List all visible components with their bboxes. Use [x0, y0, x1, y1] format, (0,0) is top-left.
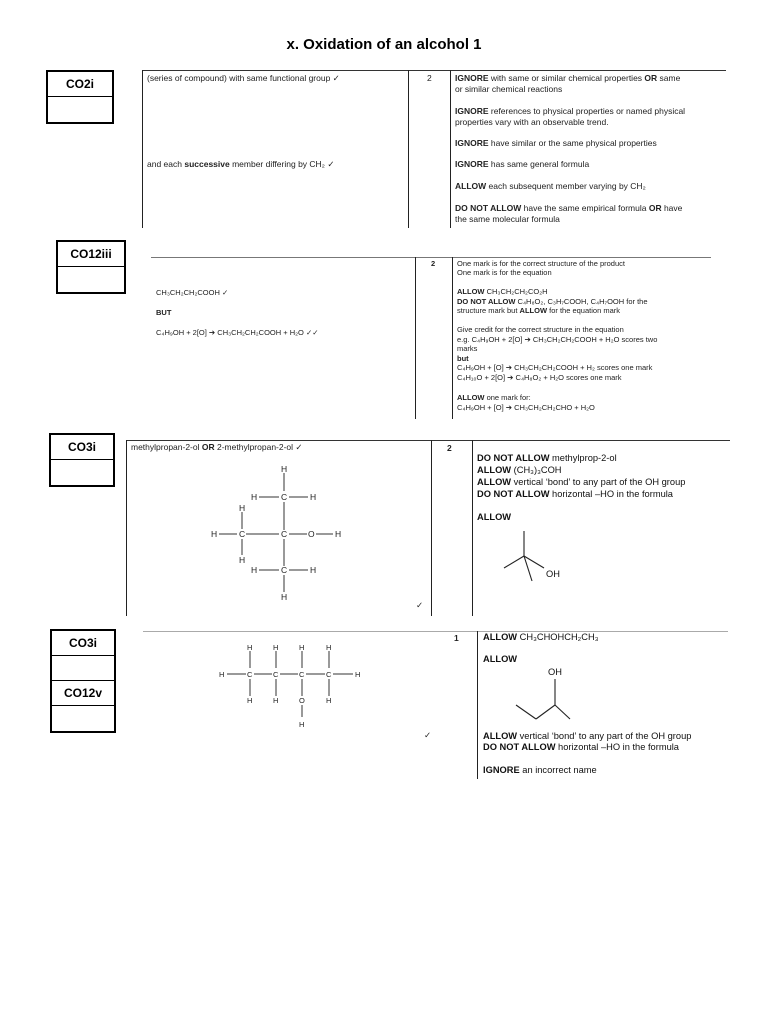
guidance-line — [477, 465, 562, 476]
text-run: methylpropan-2-ol — [131, 442, 202, 452]
atom-h: H — [326, 643, 332, 652]
text-run: an incorrect name — [519, 765, 597, 775]
atom-c: C — [281, 529, 288, 539]
answer-line — [147, 159, 334, 170]
code-box-co12iii — [56, 240, 126, 294]
atom-h: H — [281, 464, 288, 474]
text-run: 2-methylpropan-2-ol ✓ — [214, 442, 303, 452]
page-title: x. Oxidation of an alcohol 1 — [286, 36, 482, 53]
guidance-line — [483, 632, 599, 643]
methylpropan-2-ol-structure — [126, 440, 426, 610]
answer-line: CH₃CH₂CH₂COOH ✓ — [156, 288, 229, 297]
atom-h: H — [273, 643, 279, 652]
atom-c: C — [299, 670, 305, 679]
code-blank-cell — [51, 460, 113, 485]
text-run: member differing by CH₂ ✓ — [229, 159, 335, 169]
atom-h: H — [310, 565, 317, 575]
guidance-line — [477, 453, 617, 464]
keyword: OR — [644, 73, 658, 83]
guidance-line: or similar chemical reactions — [455, 83, 563, 94]
guidance-line — [455, 159, 589, 170]
text-run: each subsequent member varying by CH₂ — [486, 181, 646, 191]
atom-h: H — [251, 492, 258, 502]
text-run: with same or similar chemical properties — [488, 73, 645, 83]
text-run: have the same empirical formula — [521, 203, 649, 213]
keyword: IGNORE — [483, 765, 520, 775]
guidance-line — [457, 306, 620, 315]
guidance-line — [455, 138, 657, 149]
guidance-line — [483, 731, 691, 742]
top-rule — [142, 70, 726, 71]
atom-h: H — [211, 529, 218, 539]
answer-equation: C₄H₉OH + 2[O] ➔ CH₃CH₂CH₂COOH + H₂O ✓✓ — [156, 328, 319, 337]
atom-h: H — [335, 529, 342, 539]
keyword: ALLOW — [483, 632, 518, 642]
guidance-line — [455, 73, 680, 84]
atom-c: C — [326, 670, 332, 679]
atom-h: H — [273, 696, 279, 705]
keyword: ALLOW — [477, 477, 512, 487]
skeletal-structure — [496, 526, 586, 596]
section-co2i — [142, 70, 726, 228]
code-box-co3i — [49, 433, 115, 487]
atom-h: H — [310, 492, 317, 502]
keyword: IGNORE — [455, 159, 489, 169]
guidance-line — [457, 287, 548, 296]
atom-c: C — [281, 492, 288, 502]
text-run: and each — [147, 159, 185, 169]
keyword: DO NOT ALLOW — [477, 453, 550, 463]
keyword: ALLOW — [519, 306, 548, 315]
keyword: IGNORE — [455, 73, 489, 83]
skeletal-structure — [511, 665, 591, 725]
code-box-co3i-co12v — [50, 629, 116, 733]
atom-h: H — [299, 643, 305, 652]
atom-o: O — [299, 696, 305, 705]
atom-o: O — [308, 529, 315, 539]
code-label: CO12v — [52, 681, 114, 706]
text-run: one mark for: — [484, 393, 531, 402]
atom-h: H — [247, 696, 253, 705]
butan-2-ol-structure — [143, 631, 443, 741]
guidance-line — [457, 393, 531, 402]
guidance-line: One mark is for the equation — [457, 268, 552, 278]
guidance-line — [483, 742, 679, 753]
guidance-line — [455, 203, 682, 214]
atom-h: H — [326, 696, 332, 705]
keyword: OR — [201, 442, 215, 452]
text-run: structure mark but — [457, 306, 520, 315]
text-run-bold: successive — [184, 159, 230, 169]
rule — [472, 440, 473, 616]
keyword: IGNORE — [455, 138, 489, 148]
code-label: CO3i — [52, 631, 114, 656]
guidance-line: ALLOW — [483, 654, 518, 664]
guidance-line: e.g. C₄H₉OH + 2[O] ➔ CH₃CH₂CH₂COOH + H₂O scores two — [457, 334, 658, 344]
keyword: ALLOW — [477, 465, 512, 475]
tick-mark: ✓ — [424, 730, 432, 740]
guidance-line: properties vary with an observable trend. — [455, 116, 609, 127]
text-run: has same general formula — [488, 159, 590, 169]
section-co12iii — [151, 257, 711, 419]
code-blank-cell — [48, 97, 112, 122]
keyword: DO NOT ALLOW — [483, 742, 556, 752]
section-co3i-co12v — [143, 631, 728, 779]
guidance-line: Give credit for the correct structure in the equation — [457, 325, 624, 334]
code-blank-cell — [58, 267, 124, 292]
guidance-line: marks — [457, 344, 478, 353]
rule — [450, 70, 451, 228]
keyword: ALLOW — [483, 731, 518, 741]
text-run: C₄H₈O₂, C₃H₇COOH, C₄H₇OOH for the — [515, 296, 648, 306]
code-label: CO12iii — [58, 242, 124, 267]
atom-h: H — [251, 565, 258, 575]
text-run: horizontal –HO in the formula — [555, 742, 679, 752]
section-co3i — [126, 440, 730, 616]
text-run: vertical ‘bond’ to any part of the OH group — [511, 477, 686, 487]
text-run: CH₃CH₂CH₂CO₂H — [484, 287, 548, 296]
atom-c: C — [239, 529, 246, 539]
tick-mark: ✓ — [416, 600, 424, 610]
rule — [431, 440, 432, 616]
atom-h: H — [219, 670, 225, 679]
guidance-line: but — [457, 353, 469, 363]
guidance-line — [457, 297, 648, 306]
marks: 2 — [447, 443, 452, 453]
atom-h: H — [247, 643, 253, 652]
keyword: ALLOW — [455, 181, 487, 191]
atom-c: C — [273, 670, 279, 679]
atom-c: C — [281, 565, 288, 575]
guidance-line: C₄H₉OH + [O] ➔ CH₃CH₂CH₂COOH + H₂ scores one mark — [457, 363, 653, 372]
oh-label: OH — [548, 667, 562, 677]
code-label: CO2i — [48, 72, 112, 97]
text-run: methylprop-2-ol — [549, 453, 617, 463]
code-blank-cell — [52, 706, 114, 731]
keyword: DO NOT ALLOW — [457, 296, 516, 306]
marks: 2 — [427, 73, 432, 83]
keyword: IGNORE — [455, 106, 489, 116]
code-box-co2i — [46, 70, 114, 124]
text-run: have — [661, 203, 683, 213]
atom-h: H — [239, 555, 246, 565]
keyword: DO NOT ALLOW — [455, 203, 522, 213]
text-run: have similar or the same physical properties — [488, 138, 657, 148]
keyword: ALLOW — [457, 287, 485, 296]
answer-but: BUT — [156, 308, 172, 317]
atom-h: H — [355, 670, 361, 679]
guidance-line: C₄H₁₀O + 2[O] ➔ C₄H₈O₂ + H₂O scores one mark — [457, 372, 622, 382]
rule — [477, 631, 478, 779]
text-run: (CH₃)₃COH — [511, 465, 562, 475]
marks: 2 — [431, 259, 436, 268]
keyword: DO NOT ALLOW — [477, 489, 550, 499]
atom-c: C — [247, 670, 253, 679]
atom-h: H — [239, 503, 246, 513]
text-run: vertical ‘bond’ to any part of the OH group — [517, 731, 692, 741]
guidance-line — [483, 765, 597, 776]
text-run: horizontal –HO in the formula — [549, 489, 673, 499]
text-run: for the equation mark — [547, 306, 620, 315]
guidance-line — [455, 106, 685, 117]
text-run: same — [657, 73, 681, 83]
text-run: references to physical properties or named physical — [488, 106, 686, 116]
keyword: ALLOW — [457, 393, 485, 402]
guidance-line — [477, 489, 673, 500]
rule — [408, 70, 409, 228]
atom-h: H — [299, 720, 305, 729]
keyword: OR — [648, 203, 662, 213]
atom-h: H — [281, 592, 288, 602]
guidance-line — [455, 181, 646, 192]
text-run: CH₃CHOHCH₂CH₃ — [517, 632, 599, 642]
top-rule — [151, 257, 711, 258]
guidance-line: ALLOW — [477, 512, 512, 522]
code-blank-cell — [52, 656, 114, 681]
left-rule — [142, 70, 143, 228]
code-label: CO3i — [51, 435, 113, 460]
answer-line: (series of compound) with same functional group ✓ — [147, 73, 340, 83]
guidance-line: One mark is for the correct structure of the product — [457, 259, 625, 268]
marks: 1 — [454, 633, 459, 643]
oh-label: OH — [546, 569, 560, 579]
rule — [452, 257, 453, 419]
guidance-line: the same molecular formula — [455, 213, 560, 224]
guidance-line: C₄H₉OH + [O] ➔ CH₃CH₂CH₂CHO + H₂O — [457, 402, 595, 412]
guidance-line — [477, 477, 685, 488]
rule — [415, 257, 416, 419]
